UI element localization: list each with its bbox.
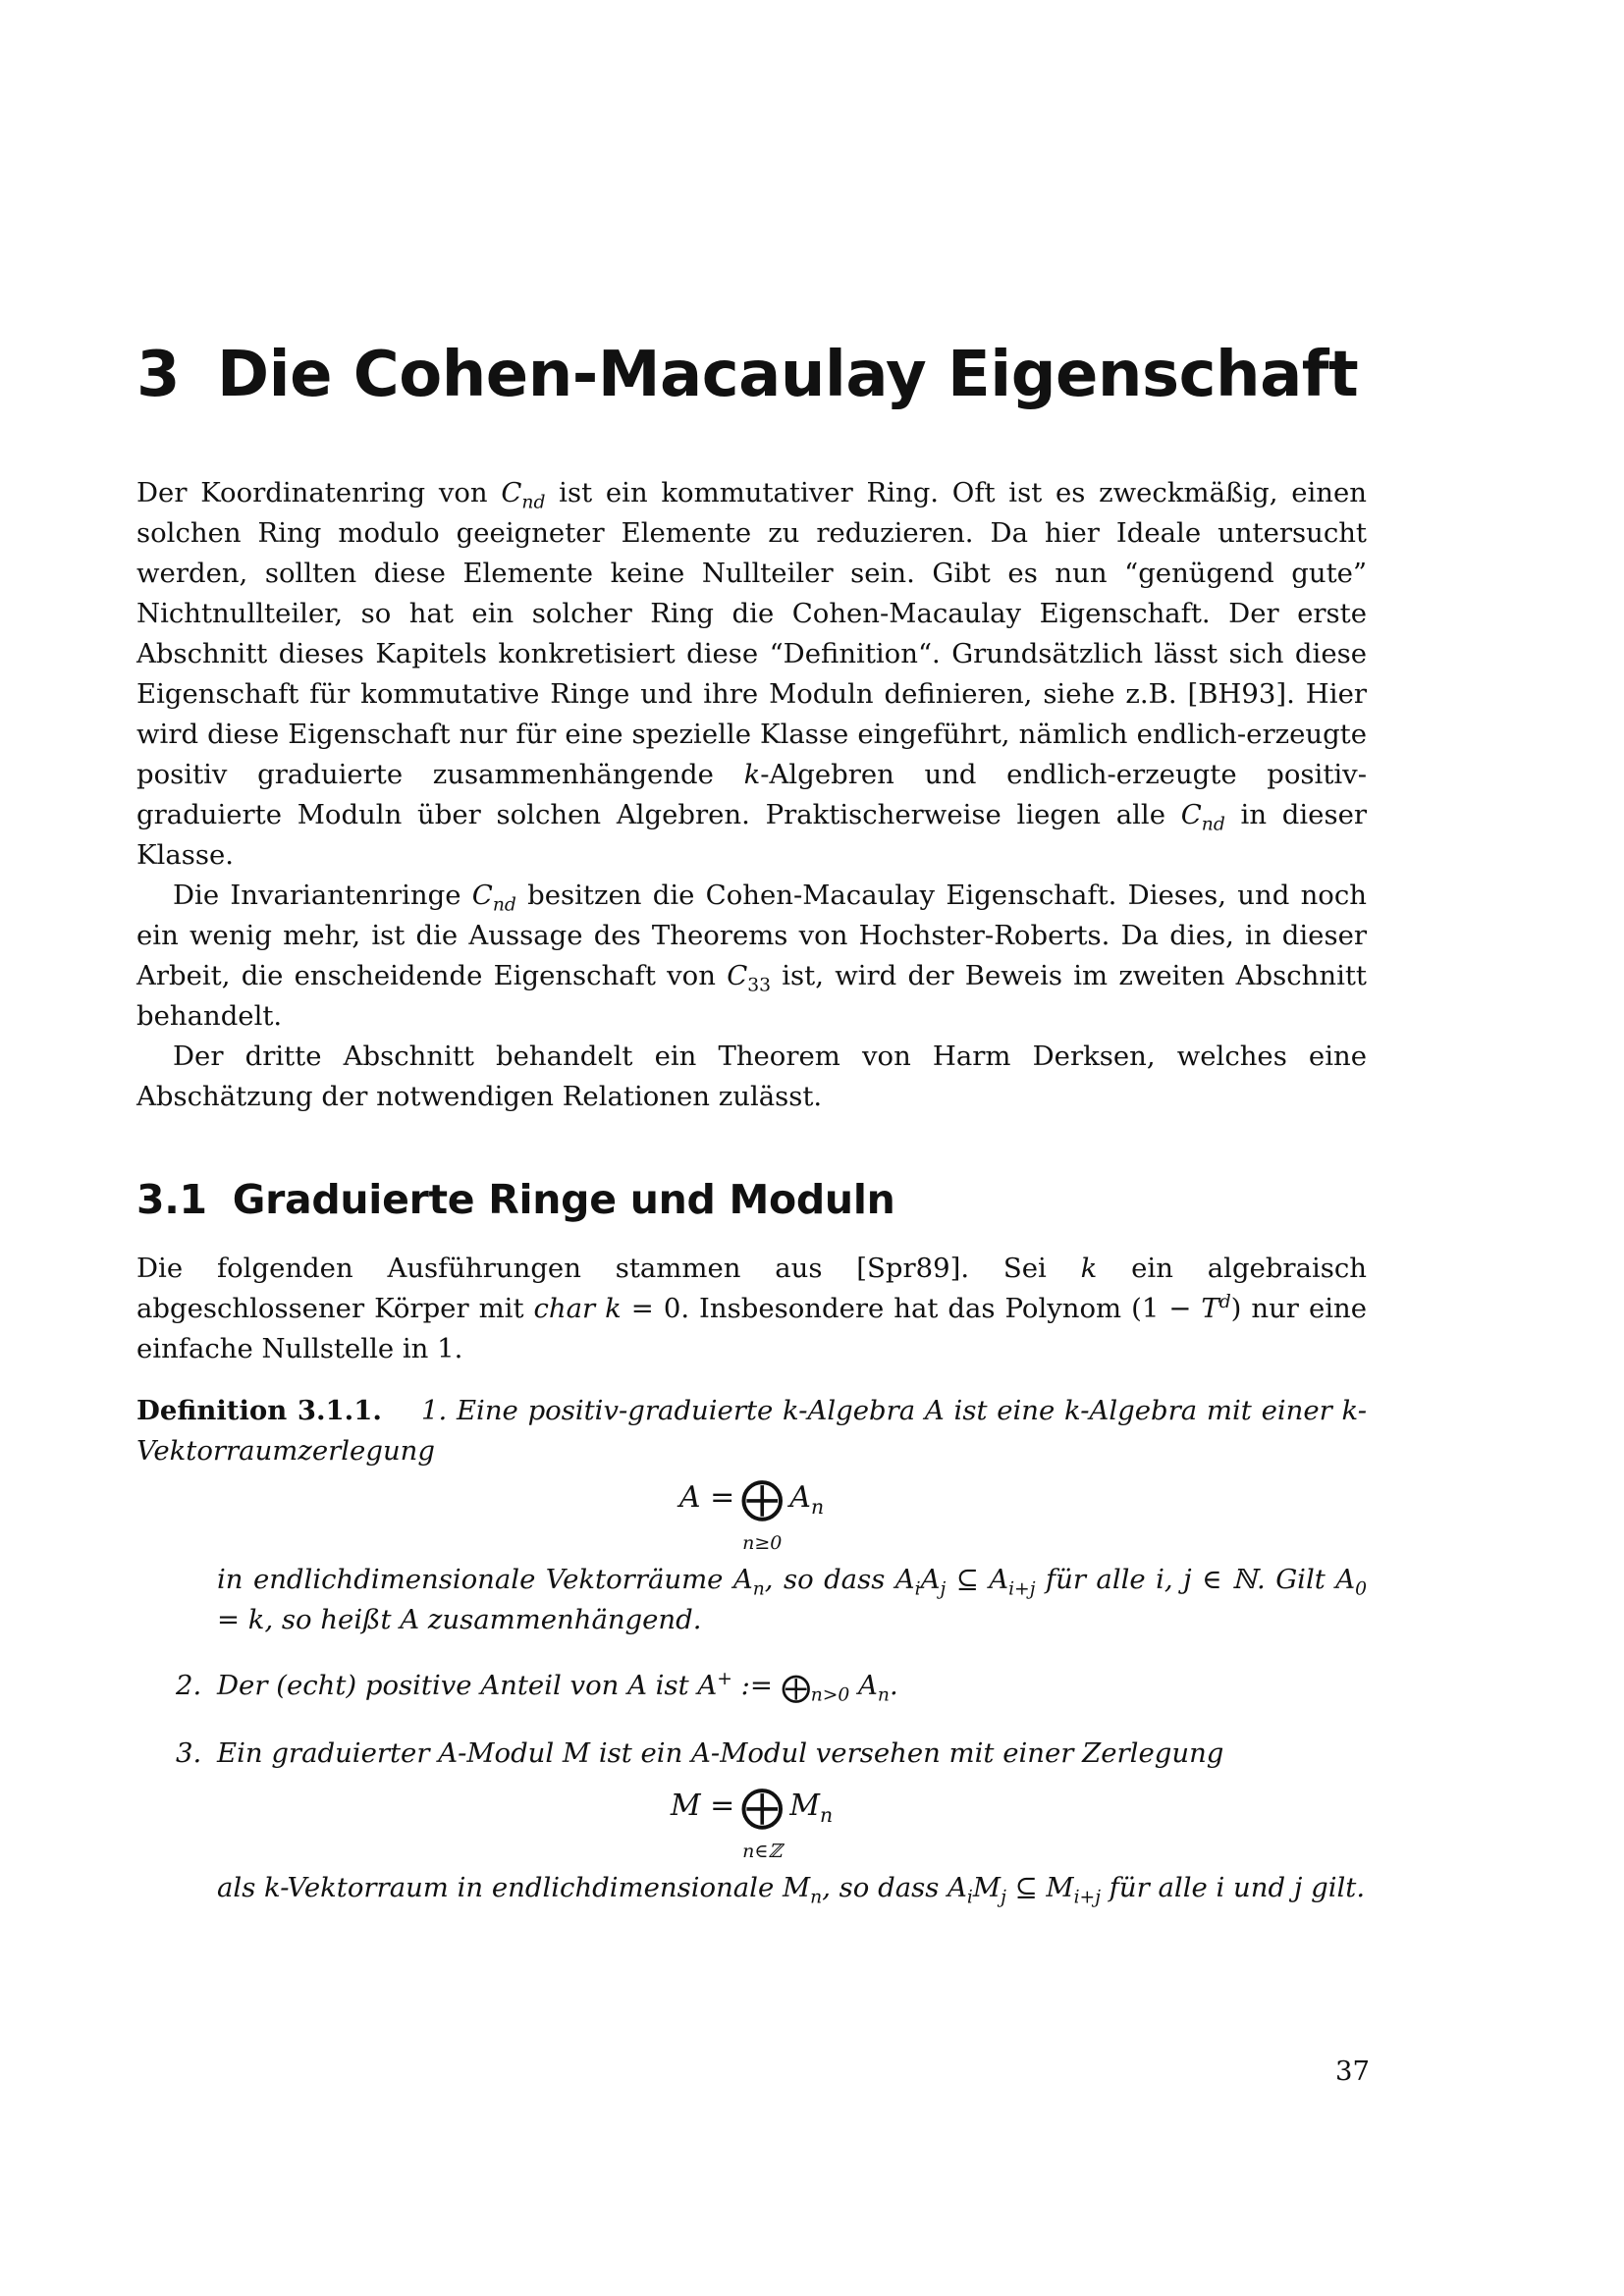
- definition-label: Definition 3.1.1.: [136, 1395, 382, 1426]
- section-title: [136, 1172, 1367, 1227]
- direct-sum-symbol: ⨁ n∈ℤ: [740, 1782, 785, 1862]
- direct-sum-symbol: ⨁ n≥0: [740, 1473, 785, 1554]
- definition-item-1-continuation: in endlichdimensionale Vektorräume $A_n$, so dass $A_iA_j$ ⊆ $A_{i+j}$ für alle i, j ∈ ℕ. Gilt $A_0 = k$, so heißt A zusammenhängend.: [217, 1564, 1368, 1635]
- definition-item-3: 3. Ein graduierter A-Modul M ist ein A-Modul versehen mit einer Zerlegung: [176, 1737, 1224, 1769]
- equation-m-decomposition: M = ⨁ n∈ℤ $M_n$: [670, 1782, 834, 1862]
- section-number: 3.1: [136, 1176, 207, 1223]
- page-content: [136, 334, 1367, 1908]
- page-number: 37: [1335, 2056, 1370, 2087]
- definition-item-2: 2. Der (echt) positive Anteil von A ist A+ := $⨁_{n>0}$ $A_n$.: [176, 1668, 898, 1706]
- definition-item-3-continuation: als k-Vektorraum in endlichdimensionale $M_n$, so dass $A_iM_j$ ⊆ $M_{i+j}$ für alle i und j gilt.: [217, 1872, 1366, 1908]
- definition-item-1: Definition 3.1.1. 1. Eine positiv-graduierte k-Algebra A ist eine k-Algebra mit einer k-Vektorraumzerlegung: [136, 1395, 1367, 1467]
- intro-paragraph-1: Der Koordinatenring von $C_{nd}$ ist ein kommutativer Ring. Oft ist es zweckmäßig, einen solchen Ring modulo geeigneter Elemente zu reduzieren. Da hier Ideale untersucht werden, sollten diese Elemente keine Nullteiler sein. Gibt es nun “genügend gute” Nichtnullteiler, so hat ein solcher Ring die Cohen-Macaulay Eigenschaft. Der erste Abschnitt dieses Kapitels konkretisiert diese “Definition“. Grundsätzlich lässt sich diese Eigenschaft für kommutative Ringe und ihre Moduln definieren, siehe z.B. [BH93]. Hier wird diese Eigenschaft nur für eine spezielle Klasse eingeführt, nämlich endlich-erzeugte positiv graduierte zusammenhängende k-Algebren und endlich-erzeugte positiv-graduierte Moduln über solchen Algebren. Praktischerweise liegen alle $C_{nd}$ in dieser Klasse.: [136, 477, 1367, 871]
- chapter-number: 3: [136, 339, 181, 411]
- intro-paragraph-3: Der dritte Abschnitt behandelt ein Theorem von Harm Derksen, welches eine Abschätzung der notwendigen Relationen zulässt.: [136, 1041, 1367, 1112]
- equation-a-decomposition: A = ⨁ n≥0 $A_n$: [678, 1473, 825, 1554]
- section-title-text: Graduierte Ringe und Moduln: [232, 1176, 895, 1223]
- intro-paragraph-2: Die Invariantenringe $C_{nd}$ besitzen die Cohen-Macaulay Eigenschaft. Dieses, und noch ein wenig mehr, ist die Aussage des Theorems von Hochster-Roberts. Da dies, in dieser Arbeit, die enscheidende Eigenschaft von $C_{33}$ ist, wird der Beweis im zweiten Abschnitt behandelt.: [136, 880, 1367, 1032]
- chapter-title-text: Die Cohen-Macaulay Eigenschaft: [217, 339, 1359, 411]
- section-paragraph-1: Die folgenden Ausführungen stammen aus [Spr89]. Sei k ein algebraisch abgeschlossener Körper mit char k = 0. Insbesondere hat das Polynom $(1 - T^d)$ nur eine einfache Nullstelle in 1.: [136, 1253, 1367, 1364]
- chapter-title: [136, 334, 1367, 416]
- definition-3-1-1: [136, 1391, 1367, 1908]
